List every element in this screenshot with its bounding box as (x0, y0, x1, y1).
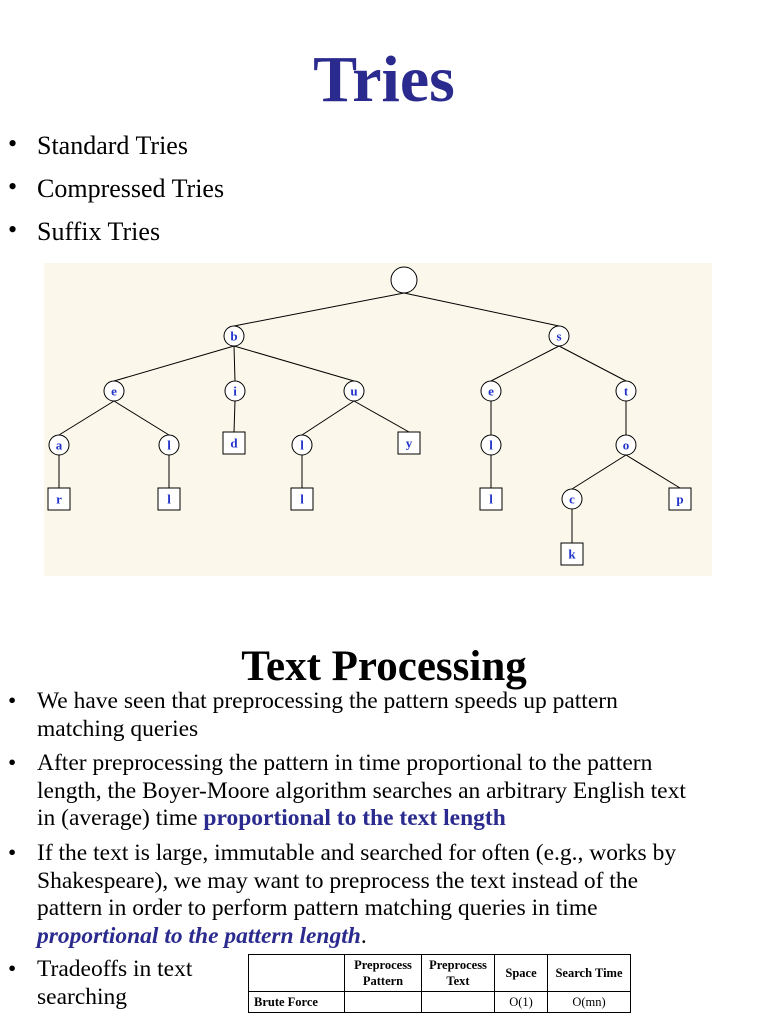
trie-edge (234, 346, 354, 381)
bullet-line (37, 956, 192, 984)
bullet-line (37, 868, 638, 896)
table-header-row (249, 955, 631, 992)
table-header-cell: Preprocess Text (422, 955, 495, 992)
table-row-label: Brute Force (249, 992, 345, 1013)
bullet-dot: • (8, 750, 17, 776)
trie-node-label: l (300, 437, 304, 453)
bullet-text: If the text is large, immutable and searched for often (e.g., works by (37, 840, 677, 866)
slide-text-processing (0, 600, 768, 1024)
bullet-line (37, 688, 618, 716)
bullet-text: in (average) time (37, 805, 204, 831)
trie-diagram-panel (44, 263, 712, 576)
trie-node-label: r (56, 491, 62, 507)
bullet-dot: • (8, 215, 18, 244)
trie-edge (234, 293, 404, 326)
trie-node-label: l (489, 437, 493, 453)
tradeoffs-table (248, 954, 631, 1013)
trie-edge (302, 401, 354, 435)
table-cell: O(1) (495, 992, 548, 1013)
bullet-line (37, 778, 686, 806)
trie-root-node (391, 267, 417, 293)
table-cell: O(mn) (548, 992, 631, 1013)
trie-edge (234, 401, 235, 432)
trie-node-label: p (676, 491, 684, 507)
trie-node-label: y (405, 435, 413, 451)
bullet-line (37, 805, 506, 833)
bullet-line (37, 716, 198, 744)
table-cell (345, 992, 422, 1013)
bullet-text: Suffix Tries (37, 217, 161, 246)
table-header-cell: Search Time (548, 955, 631, 992)
bullet-line (37, 984, 127, 1012)
emphasis-text: proportional to the pattern length (37, 922, 361, 949)
trie-edge (234, 346, 235, 381)
trie-node-label: a (55, 437, 63, 453)
bullet-dot: • (8, 172, 18, 201)
trie-edge (559, 346, 626, 381)
trie-node-label: e (111, 383, 117, 399)
bullet-text: Compressed Tries (37, 174, 225, 203)
trie-edge (404, 293, 559, 326)
bullet-dot: • (8, 840, 17, 866)
bullet-dot: • (8, 129, 18, 158)
bullet-line (37, 750, 652, 778)
bullet-text: length, the Boyer-Moore algorithm searches an arbitrary English text (37, 777, 686, 804)
bullet-line (37, 923, 367, 951)
trie-edge (59, 401, 114, 435)
trie-node-label: l (167, 491, 171, 507)
trie-edge (572, 455, 626, 489)
bullet-line (37, 895, 598, 923)
bullet-dot: • (8, 956, 17, 982)
bullet-line (37, 840, 676, 868)
trie-edge (491, 346, 559, 381)
trie-edge (114, 346, 234, 381)
trie-diagram (44, 263, 712, 576)
slide-title: Tries (313, 43, 455, 116)
trie-node-label: c (569, 491, 575, 507)
trie-node-label: d (230, 435, 238, 451)
trie-node-label: t (623, 383, 629, 399)
table-cell (422, 992, 495, 1013)
slide-title: Text Processing (241, 643, 527, 690)
bullet-text: Tradeoffs in text (37, 956, 193, 982)
trie-node-label: o (622, 437, 630, 453)
bullet-text: searching (37, 983, 128, 1010)
emphasis-text: proportional to the text length (203, 805, 506, 831)
table-header-cell (249, 955, 345, 992)
trie-node-label: k (568, 546, 576, 562)
table-header-cell: Space (495, 955, 548, 992)
trie-node-label: l (300, 491, 304, 507)
trie-node-label: u (350, 383, 358, 399)
trie-edge (626, 455, 680, 488)
trie-node-label: e (488, 383, 494, 399)
bullet-text: pattern in order to perform pattern matching queries in time (37, 895, 598, 921)
bullet-text: matching queries (37, 715, 199, 742)
trie-edge (114, 401, 169, 435)
bullet-text: Standard Tries (37, 131, 188, 160)
trie-node-label: l (489, 491, 493, 507)
trie-node-label: b (230, 328, 238, 344)
trie-node-label: s (556, 328, 562, 344)
bullet-dot: • (8, 688, 17, 714)
bullet-text: Shakespeare), we may want to preprocess the text instead of the (37, 867, 638, 894)
bullet-text: After preprocessing the pattern in time proportional to the pattern (37, 750, 653, 776)
trie-node-label: l (167, 437, 171, 453)
trie-node-label: i (233, 383, 237, 399)
bullet-text: We have seen that preprocessing the pattern speeds up pattern (37, 688, 618, 714)
bullet-text: . (360, 922, 367, 949)
table-header-cell: Preprocess Pattern (345, 955, 422, 992)
trie-edge (354, 401, 409, 432)
table-row (249, 992, 631, 1013)
